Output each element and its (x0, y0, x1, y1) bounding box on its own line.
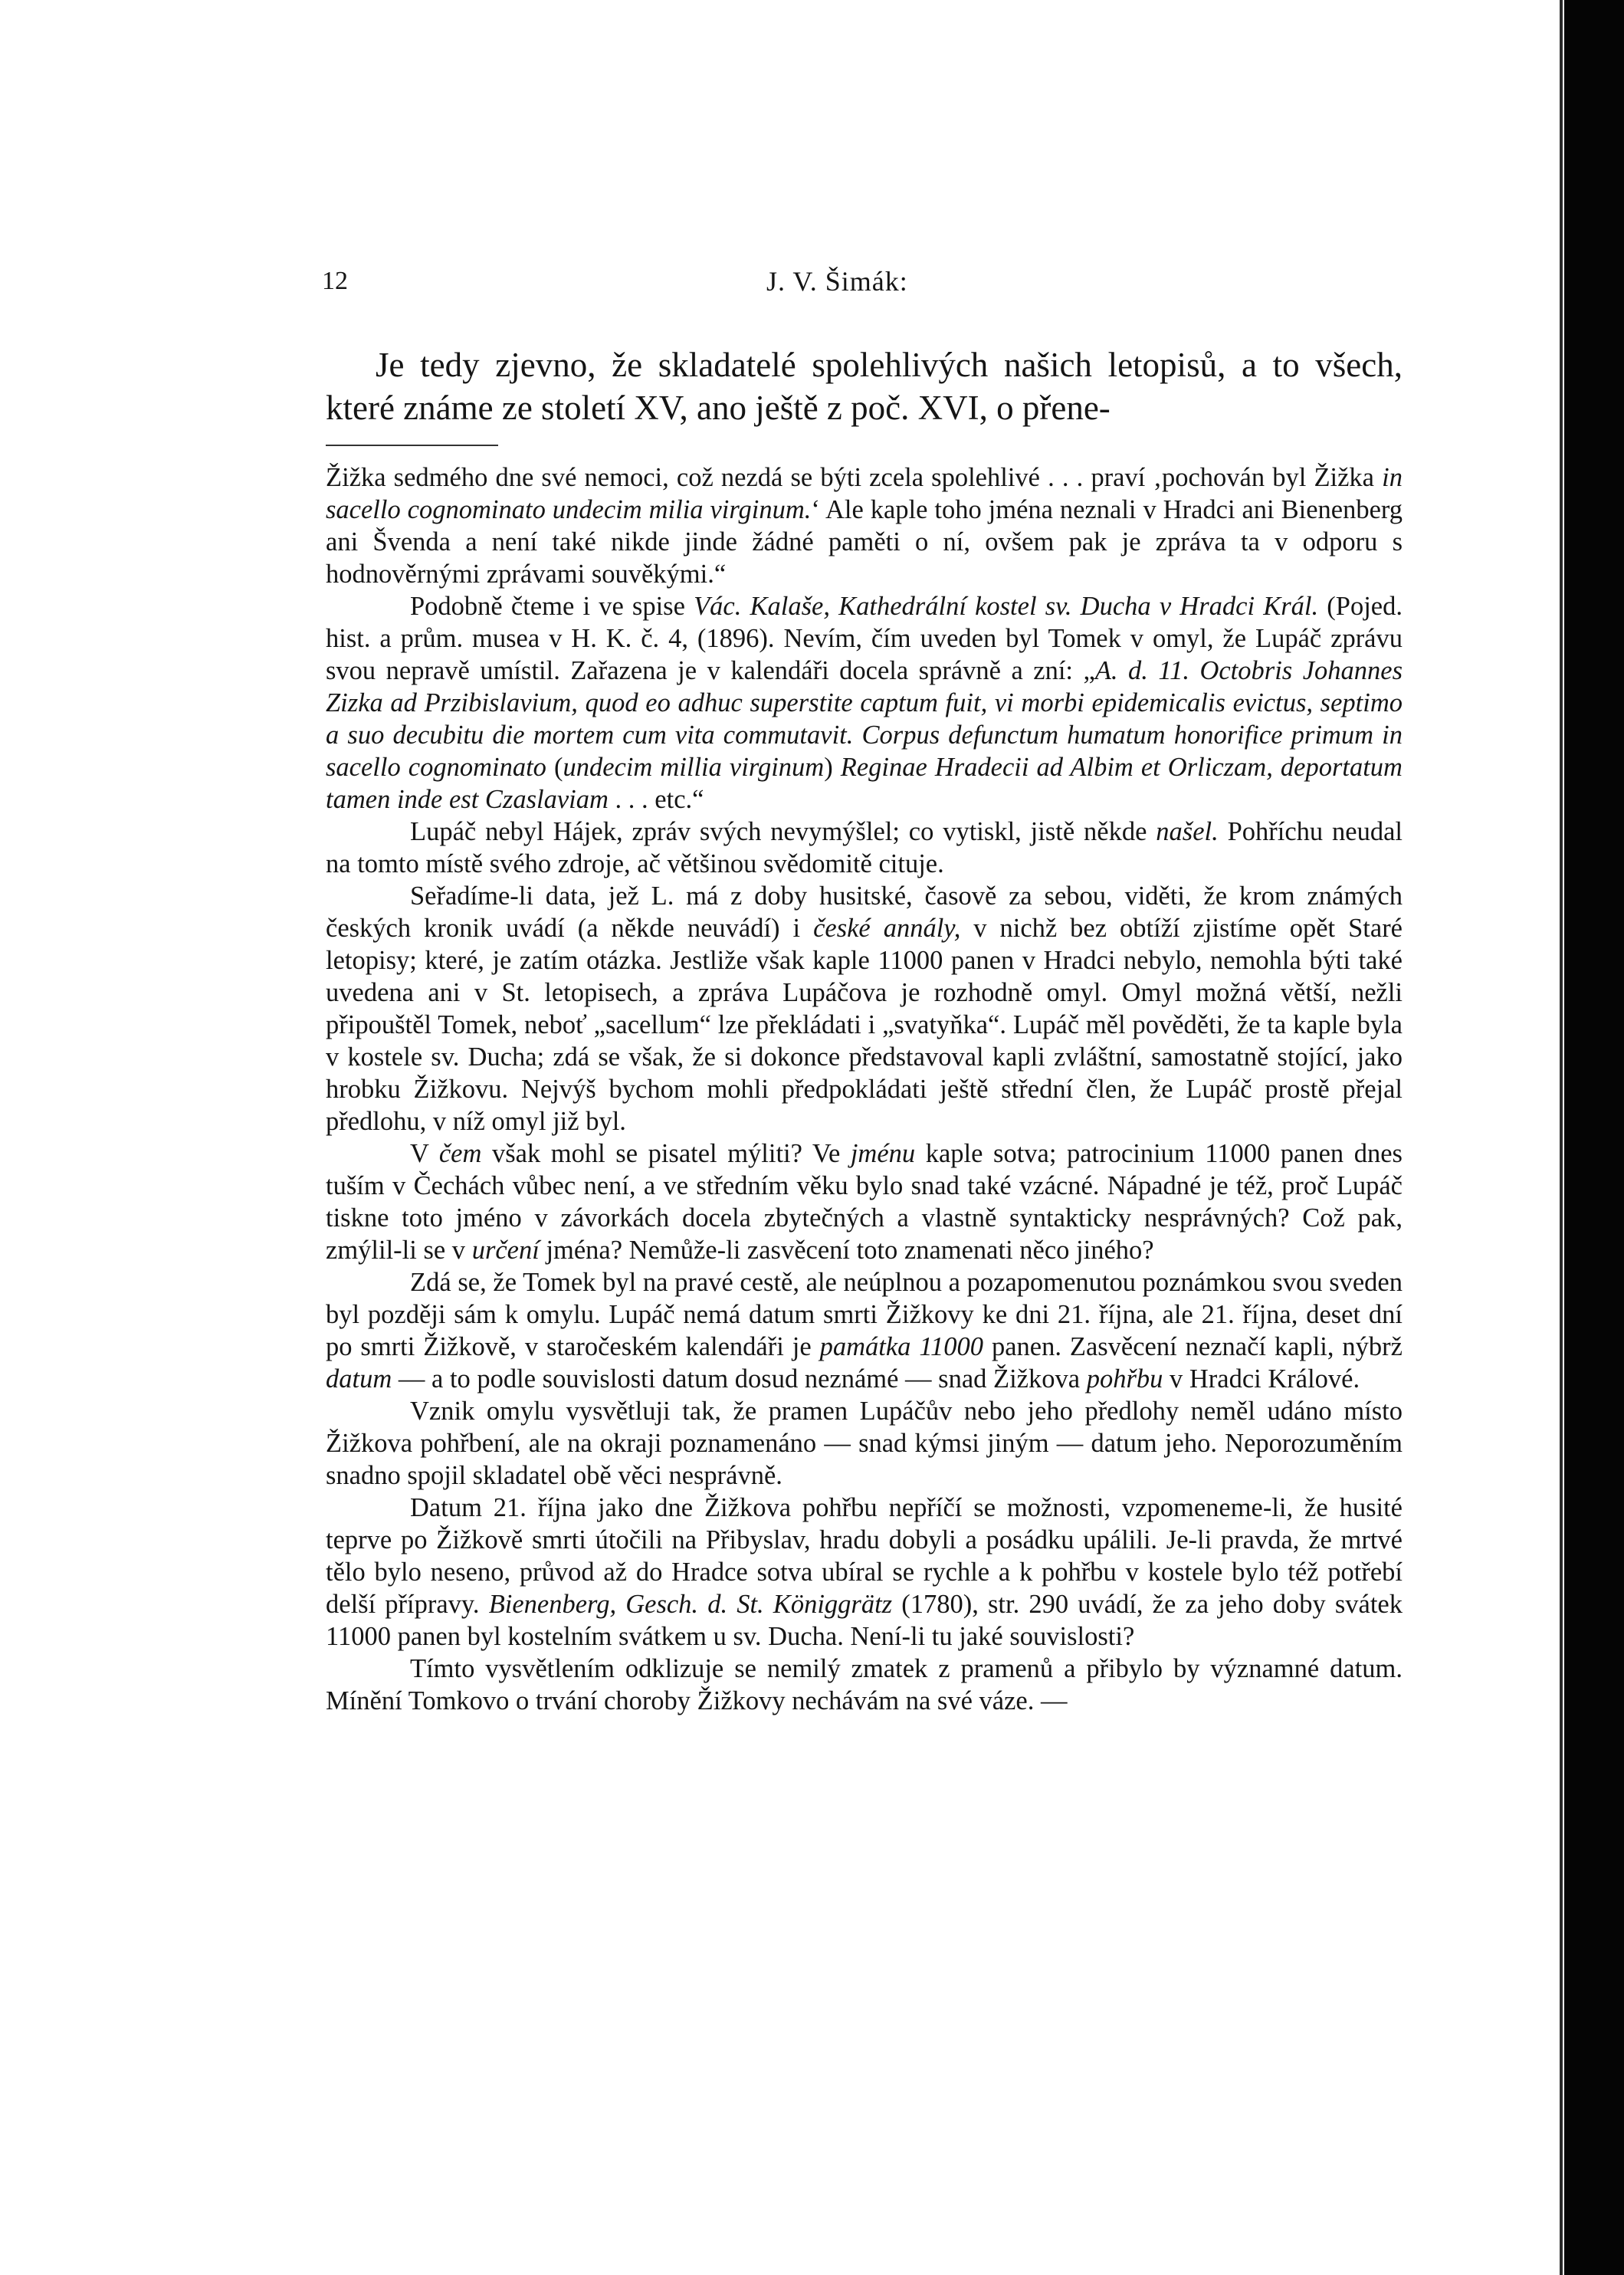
footnote-paragraph: Seřadíme-li data, jež L. má z doby husitské, časově za sebou, viděti, že krom známých českých kronik uvádí (a někde neuvádí) i české annály, v nichž bez obtíží zjistíme opět Staré letopisy; které, je zatím otázka. Jestliže však kaple 11000 panen v Hradci nebylo, nemohla býti také uvedena ani v St. letopisech, a zpráva Lupáčova je rozhodně omyl. Omyl možná větší, nežli připouštěl Tomek, neboť „sacellum“ lze překládati i „svatyňka“. Lupáč měl pověděti, že ta kaple byla v kostele sv. Ducha; zdá se však, že si dokonce představoval kapli zvláštní, samostatně stojící, jako hrobku Žižkovu. Nejvýš bychom mohli předpokládati ještě střední člen, že Lupáč prostě přejal předlohu, v níž omyl již byl. (326, 881, 1403, 1136)
footnote-paragraph: Datum 21. října jako dne Žižkova pohřbu nepříčí se možnosti, vzpomeneme-li, že husité teprve po Žižkově smrti útočili na Přibyslav, hradu dobyli a posádku upálili. Je-li pravda, že mrtvé tělo bylo neseno, průvod až do Hradce sotva ubíral se rychle a k pohřbu v kostele bylo též potřebí delší přípravy. Bienenberg, Gesch. d. St. Königgrätz (1780), str. 290 uvádí, že za jeho doby svátek 11000 panen byl kostelním svátkem u sv. Ducha. Není-li tu jaké souvislosti? (326, 1493, 1403, 1651)
footnote-paragraph: Tímto vysvětlením odklizuje se nemilý zmatek z pramenů a přibylo by významné datum. Mínění Tomkovo o trvání choroby Žižkovy nechávám na své váze. — (326, 1654, 1403, 1715)
main-paragraph-text: Je tedy zjevno, že skladatelé spolehlivých našich letopisů, a to všech, které známe ze století XV, ano ještě z poč. XVI, o přene- (326, 346, 1403, 427)
running-head: J. V. Šimák: (766, 266, 908, 297)
footnote-paragraph: Zdá se, že Tomek byl na pravé cestě, ale neúplnou a pozapomenutou poznámkou svou sveden byl později sám k omylu. Lupáč nemá datum smrti Žižkovy ke dni 21. října, ale 21. října, deset dní po smrti Žižkově, v staročeském kalendáři je památka 11000 panen. Zasvěcení neznačí kapli, nýbrž datum — a to podle souvislosti datum dosud neznámé — snad Žižkova pohřbu v Hradci Králové. (326, 1268, 1403, 1394)
footnote-paragraph: Lupáč nebyl Hájek, zpráv svých nevymýšlel; co vytiskl, jistě někde našel. Pohříchu neudal na tomto místě svého zdroje, ač většinou svědomitě cituje. (326, 817, 1403, 878)
footnote-divider (326, 445, 498, 446)
main-paragraph (326, 343, 1403, 429)
footnote-paragraph: V čem však mohl se pisatel mýliti? Ve jménu kaple sotva; patrocinium 11000 panen dnes tuším v Čechách vůbec není, a ve středním věku bylo snad také vzácné. Nápadné je též, proč Lupáč tiskne toto jméno v závorkách docela zbytečných a vlastně syntakticky nesprávných? Což pak, zmýlil-li se v určení jména? Nemůže-li zasvěcení toto znamenati něco jiného? (326, 1139, 1403, 1265)
footnote-paragraph: Vznik omylu vysvětluji tak, že pramen Lupáčův nebo jeho předlohy neměl udáno místo Žižkova pohřbení, ale na okraji poznamenáno — snad kýmsi jiným — datum jeho. Neporozuměním snadno spojil skladatel obě věci nesprávně. (326, 1397, 1403, 1490)
footnote-block (326, 461, 1403, 1717)
scan-edge-shadow (1564, 0, 1624, 2275)
scan-page-edge-line (1560, 0, 1563, 2275)
footnote-paragraph: Podobně čteme i ve spise Vác. Kalaše, Kathedrální kostel sv. Ducha v Hradci Král. (Pojed. hist. a prům. musea v H. K. č. 4, (1896). Nevím, čím uveden byl Tomek v omyl, že Lupáč zprávu svou nepravě umístil. Zařazena je v kalendáři docela správně a zní: „A. d. 11. Octobris Johannes Zizka ad Przibislavium, quod eo adhuc superstite captum fuit, vi morbi epidemicalis evictus, septimo a suo decubitu die mortem cum vita commutavit. Corpus defunctum humatum honorifice primum in sacello cognominato (undecim millia virginum) Reginae Hradecii ad Albim et Orliczam, deportatum tamen inde est Czaslaviam . . . etc.“ (326, 592, 1403, 814)
page-number: 12 (322, 267, 348, 295)
footnote-paragraph: Žižka sedmého dne své nemoci, což nezdá se býti zcela spolehlivé . . . praví ‚pochován byl Žižka in sacello cognominato undecim milia virginum.‘ Ale kaple toho jména neznali v Hradci ani Bienenberg ani Švenda a není také nikde jinde žádné paměti o ní, ovšem pak je zpráva ta v odporu s hodnověrnými zprávami souvěkými.“ (326, 463, 1403, 589)
